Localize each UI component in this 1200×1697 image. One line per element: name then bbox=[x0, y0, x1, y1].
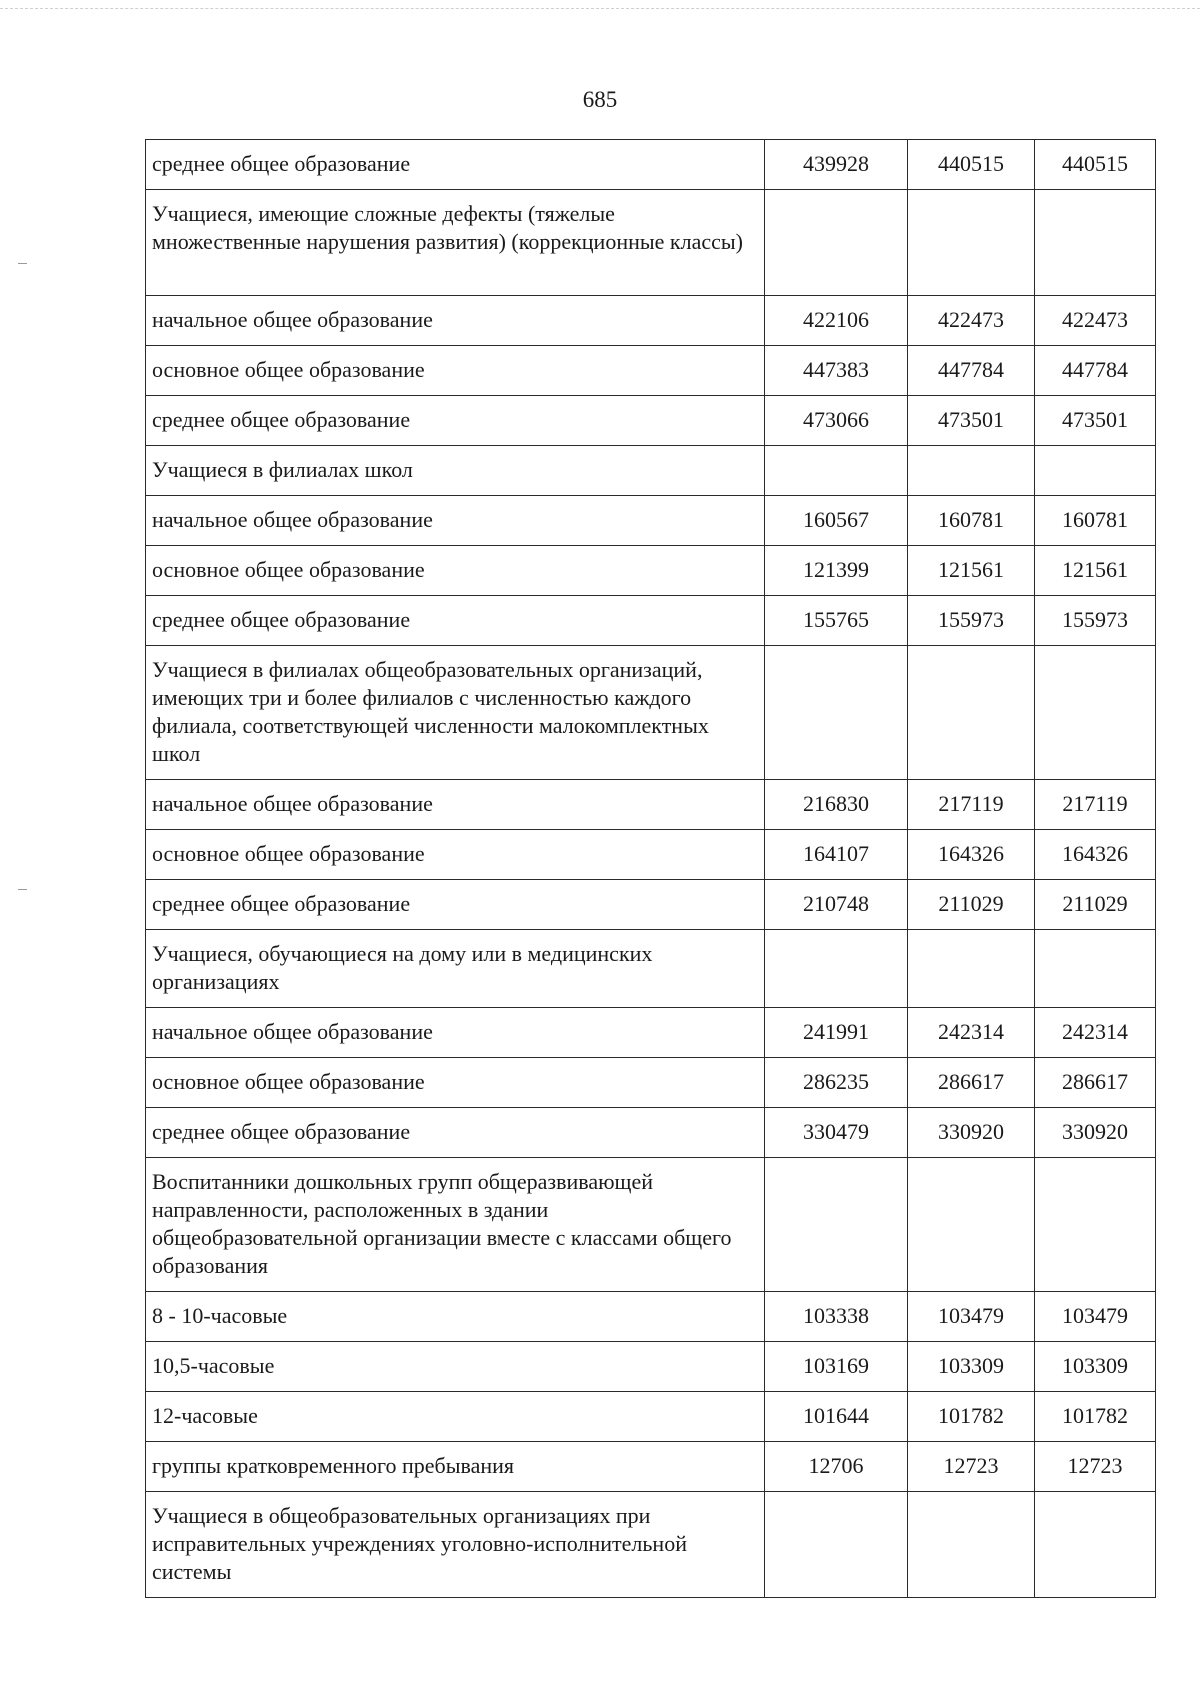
value-cell-2: 473501 bbox=[908, 396, 1035, 446]
value-cell-1: 241991 bbox=[765, 1008, 908, 1058]
table-row bbox=[146, 1058, 1156, 1108]
row-label: Учащиеся в филиалах школ bbox=[146, 446, 765, 496]
table-row bbox=[146, 1442, 1156, 1492]
value-cell-1: 473066 bbox=[765, 396, 908, 446]
table-row bbox=[146, 496, 1156, 546]
row-label: основное общее образование bbox=[146, 546, 765, 596]
value-cell-2: 211029 bbox=[908, 880, 1035, 930]
value-cell-2 bbox=[908, 930, 1035, 1008]
row-label: начальное общее образование bbox=[146, 496, 765, 546]
row-label: Учащиеся, обучающиеся на дому или в медицинских организациях bbox=[146, 930, 765, 1008]
table-row bbox=[146, 140, 1156, 190]
value-cell-3: 121561 bbox=[1035, 546, 1156, 596]
value-cell-1: 160567 bbox=[765, 496, 908, 546]
row-label: основное общее образование bbox=[146, 346, 765, 396]
value-cell-3: 473501 bbox=[1035, 396, 1156, 446]
table-row bbox=[146, 1292, 1156, 1342]
value-cell-3 bbox=[1035, 1158, 1156, 1292]
row-label: начальное общее образование bbox=[146, 296, 765, 346]
row-label: группы кратковременного пребывания bbox=[146, 1442, 765, 1492]
value-cell-2 bbox=[908, 446, 1035, 496]
row-label: среднее общее образование bbox=[146, 596, 765, 646]
table-row bbox=[146, 346, 1156, 396]
value-cell-1: 447383 bbox=[765, 346, 908, 396]
value-cell-1: 101644 bbox=[765, 1392, 908, 1442]
row-label: 8 - 10-часовые bbox=[146, 1292, 765, 1342]
value-cell-1: 439928 bbox=[765, 140, 908, 190]
value-cell-3: 103309 bbox=[1035, 1342, 1156, 1392]
table-row bbox=[146, 780, 1156, 830]
value-cell-2: 103309 bbox=[908, 1342, 1035, 1392]
row-label: основное общее образование bbox=[146, 1058, 765, 1108]
value-cell-1: 216830 bbox=[765, 780, 908, 830]
row-label: 10,5-часовые bbox=[146, 1342, 765, 1392]
table-row bbox=[146, 396, 1156, 446]
value-cell-3: 330920 bbox=[1035, 1108, 1156, 1158]
value-cell-2: 447784 bbox=[908, 346, 1035, 396]
value-cell-1: 121399 bbox=[765, 546, 908, 596]
value-cell-2: 330920 bbox=[908, 1108, 1035, 1158]
row-label: Учащиеся в филиалах общеобразовательных организаций, имеющих три и более филиалов с численностью каждого филиала, соответствующей численности малокомплектных школ bbox=[146, 646, 765, 780]
row-label: Учащиеся в общеобразовательных организациях при исправительных учреждениях уголовно-исполнительной системы bbox=[146, 1492, 765, 1598]
value-cell-2: 164326 bbox=[908, 830, 1035, 880]
value-cell-3: 440515 bbox=[1035, 140, 1156, 190]
value-cell-1: 330479 bbox=[765, 1108, 908, 1158]
value-cell-1: 103169 bbox=[765, 1342, 908, 1392]
table-row bbox=[146, 646, 1156, 780]
value-cell-1: 12706 bbox=[765, 1442, 908, 1492]
value-cell-1: 164107 bbox=[765, 830, 908, 880]
table-row bbox=[146, 1342, 1156, 1392]
row-label: основное общее образование bbox=[146, 830, 765, 880]
value-cell-2: 160781 bbox=[908, 496, 1035, 546]
table-row bbox=[146, 296, 1156, 346]
value-cell-2: 103479 bbox=[908, 1292, 1035, 1342]
scan-margin-mark bbox=[18, 263, 27, 264]
value-cell-3: 164326 bbox=[1035, 830, 1156, 880]
row-label: среднее общее образование bbox=[146, 396, 765, 446]
value-cell-1: 210748 bbox=[765, 880, 908, 930]
value-cell-3 bbox=[1035, 930, 1156, 1008]
value-cell-2: 12723 bbox=[908, 1442, 1035, 1492]
value-cell-2 bbox=[908, 646, 1035, 780]
row-label: Учащиеся, имеющие сложные дефекты (тяжелые множественные нарушения развития) (коррекционные классы) bbox=[146, 190, 765, 296]
value-cell-3 bbox=[1035, 646, 1156, 780]
value-cell-1: 155765 bbox=[765, 596, 908, 646]
value-cell-2: 155973 bbox=[908, 596, 1035, 646]
value-cell-2: 422473 bbox=[908, 296, 1035, 346]
value-cell-3: 101782 bbox=[1035, 1392, 1156, 1442]
value-cell-3: 12723 bbox=[1035, 1442, 1156, 1492]
row-label: среднее общее образование bbox=[146, 880, 765, 930]
value-cell-3: 422473 bbox=[1035, 296, 1156, 346]
value-cell-1: 286235 bbox=[765, 1058, 908, 1108]
scan-margin-mark bbox=[18, 889, 27, 890]
value-cell-1 bbox=[765, 190, 908, 296]
value-cell-1 bbox=[765, 646, 908, 780]
value-cell-2: 101782 bbox=[908, 1392, 1035, 1442]
table-row bbox=[146, 596, 1156, 646]
value-cell-1: 103338 bbox=[765, 1292, 908, 1342]
value-cell-2: 217119 bbox=[908, 780, 1035, 830]
value-cell-3: 447784 bbox=[1035, 346, 1156, 396]
value-cell-3: 155973 bbox=[1035, 596, 1156, 646]
row-label: 12-часовые bbox=[146, 1392, 765, 1442]
value-cell-1 bbox=[765, 1492, 908, 1598]
value-cell-1 bbox=[765, 1158, 908, 1292]
table-row bbox=[146, 1392, 1156, 1442]
value-cell-3 bbox=[1035, 446, 1156, 496]
scan-top-border bbox=[0, 8, 1200, 9]
row-label: Воспитанники дошкольных групп общеразвивающей направленности, расположенных в здании общеобразовательной организации вместе с классами общего образования bbox=[146, 1158, 765, 1292]
value-cell-2 bbox=[908, 190, 1035, 296]
table-row bbox=[146, 930, 1156, 1008]
value-cell-3 bbox=[1035, 190, 1156, 296]
value-cell-1: 422106 bbox=[765, 296, 908, 346]
row-label: начальное общее образование bbox=[146, 780, 765, 830]
data-table bbox=[145, 139, 1156, 1598]
page-number: 685 bbox=[582, 87, 618, 112]
table-row bbox=[146, 1008, 1156, 1058]
value-cell-3: 242314 bbox=[1035, 1008, 1156, 1058]
value-cell-3: 103479 bbox=[1035, 1292, 1156, 1342]
value-cell-2: 286617 bbox=[908, 1058, 1035, 1108]
table-row bbox=[146, 546, 1156, 596]
value-cell-1 bbox=[765, 446, 908, 496]
value-cell-2: 121561 bbox=[908, 546, 1035, 596]
row-label: среднее общее образование bbox=[146, 140, 765, 190]
table-row bbox=[146, 830, 1156, 880]
table-row bbox=[146, 1492, 1156, 1598]
value-cell-2 bbox=[908, 1492, 1035, 1598]
value-cell-1 bbox=[765, 930, 908, 1008]
value-cell-3 bbox=[1035, 1492, 1156, 1598]
table-row bbox=[146, 1158, 1156, 1292]
row-label: среднее общее образование bbox=[146, 1108, 765, 1158]
value-cell-3: 217119 bbox=[1035, 780, 1156, 830]
value-cell-3: 286617 bbox=[1035, 1058, 1156, 1108]
table-body bbox=[146, 140, 1156, 1598]
table-row bbox=[146, 446, 1156, 496]
table-row bbox=[146, 1108, 1156, 1158]
value-cell-3: 211029 bbox=[1035, 880, 1156, 930]
table-row bbox=[146, 880, 1156, 930]
value-cell-3: 160781 bbox=[1035, 496, 1156, 546]
value-cell-2: 242314 bbox=[908, 1008, 1035, 1058]
value-cell-2 bbox=[908, 1158, 1035, 1292]
row-label: начальное общее образование bbox=[146, 1008, 765, 1058]
table-row bbox=[146, 190, 1156, 296]
value-cell-2: 440515 bbox=[908, 140, 1035, 190]
